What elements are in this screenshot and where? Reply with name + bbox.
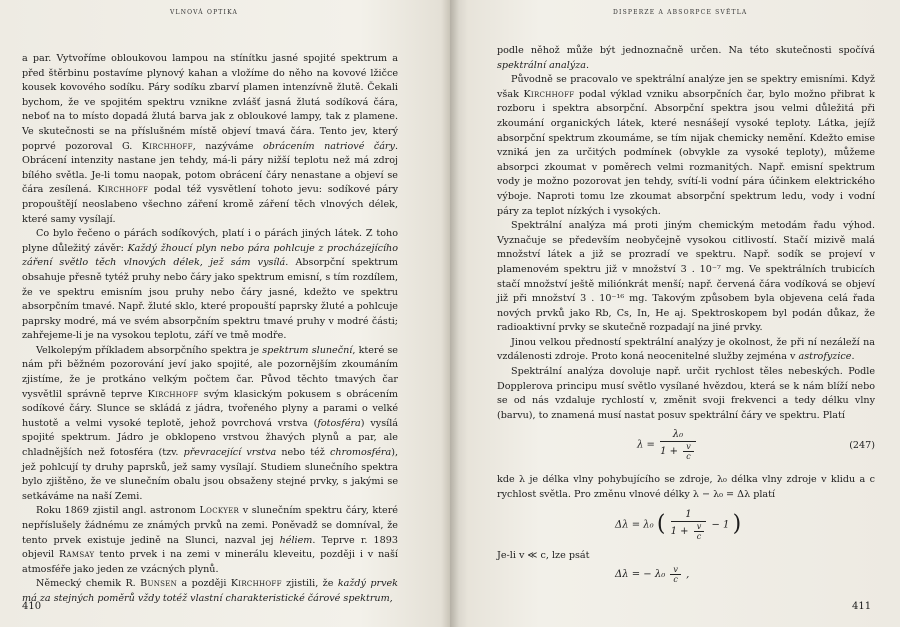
equation-delta: Δλ = λ₀ ( 1 1 + $\frac{v}{c}$ − 1 ) bbox=[615, 508, 742, 541]
running-head-left: VLNOVÁ OPTIKA bbox=[170, 9, 239, 16]
running-head-right: DISPERZE A ABSORPCE SVĚTLA bbox=[613, 9, 748, 16]
paragraph: Je-li v ≪ c, lze psát bbox=[497, 549, 590, 561]
paragraph: Jinou velkou předností spektrální analýzy je okolnost, že při ní nezáleží na vzdálenosti zdroje. Proto koná neocenitelné služby zejména v astrofyzice. bbox=[497, 336, 875, 363]
right-page bbox=[450, 0, 900, 627]
left-text-column bbox=[22, 52, 398, 607]
equation-247 bbox=[497, 425, 875, 469]
equation-approx: Δλ = − λ₀ $\frac{v}{c}$ , bbox=[615, 565, 690, 585]
paragraph: Co bylo řečeno o párách sodíkových, platí i o párách jiných látek. Z toho plyne důležitý závěr: Každý žhoucí plyn nebo pára pohlcuje z procházejícího záření světlo těch vlnových délek, jež sám vysílá. Absorpční spektrum obsahuje přesně tytéž pruhy nebo čáry jako spektrum emisní, s tím rozdílem, že ve spektru emisním jsou pruhy nebo čáry jasné, kdežto ve spektru absorpčním tmavé. Např. žluté sklo, které propouští paprsky žluté a pohlcuje paprsky modré, má ve svém absorpčním spektru tmavé pruhy v modré části; zahřejeme-li je na vysokou teplotu, září ve tmě modře. bbox=[22, 228, 398, 342]
eq-lhs: λ = bbox=[637, 439, 655, 451]
paragraph: Spektrální analýza dovoluje např. určit rychlost těles nebeských. Podle Dopplerova principu musí světlo vysílané hvězdou, která se k nám blíží nebo se od nás vzdaluje rychlostí v, změnit svoji frekvenci a tedy délku vlny (barvu), to znamená musí nastat posuv spektrální čáry ve spektru. Platí bbox=[497, 366, 875, 421]
paragraph: Původně se pracovalo ve spektrální analýze jen se spektry emisními. Když však Kirchhoff podal výklad vzniku absorpčních čar, bylo možno přibrat k rozboru i spektra absorpční. Absorpční spektra jsou velmi důležitá při zkoumání organických látek, které nesnášejí vysoké teploty. Látka, jejíž absorpční spektrum zkoumáme, se tím nijak chemicky nemění. Kdežto emise vzniká jen za určitých podmínek (obvykle za vysoké teploty), můžeme absorpci zkoumat v poměrech velmi rozmanitých. Např. emisní spektrum vody je možno pozorovat jen tehdy, svítí-li vodní pára účinkem elektrického výboje. Naproti tomu lze zkoumat absorpční spektrum ledu, vody i vodní páry za teplot nízkých i vysokých. bbox=[497, 74, 875, 217]
paragraph: a par. Vytvoříme obloukovou lampou na stínítku jasné spojité spektrum a před štěrbinu postavíme plynový kahan a vložíme do něho na kovové lžičce kousek kovového sodíku. Páry sodíku zbarví plamen intenzívně žlutě. Čekali bychom, že ve spojitém spektru vznikne zvlášť jasná žlutá sodíková čára, neboť na to místo dopadá žlutá barva jak z obloukové lampy, tak z plamene. Ve skutečnosti se na příslušném místě objeví tmavá čára. Tento jev, který poprvé pozoroval G. Kirchhoff, nazýváme obrácením natriové čáry. Obrácení intenzity nastane jen tehdy, má-li páry nižší teplotu než má zdroj bílého světla. Je-li tomu naopak, potom obrácení čáry nenastane a objeví se čára zesílená. Kirchhoff podal též vysvětlení tohoto jevu: sodíkové páry propouštějí neoslabeno všechno záření kromě záření těch vlnových délek, které samy vysílají. bbox=[22, 53, 398, 225]
paragraph: Roku 1869 zjistil angl. astronom Lockyer v slunečním spektru čáry, které nepříslušely žádnému ze známých prvků na zemi. Poněvadž se domníval, že tento prvek existuje jedině na Slunci, nazval jej héliem. Teprve r. 1893 objevil Ramsay tento prvek i na zemi v minerálu kleveitu, později i v naší atmosféře jako jeden ze vzácných plynů. bbox=[22, 505, 398, 575]
paragraph: Velkolepým příkladem absorpčního spektra je spektrum sluneční, které se nám při běžném pozorování jeví jako spojité, ale pozornějším zkoumáním zjistíme, že je protkáno velkým počtem čar. Původ těchto tmavých čar vysvětlil správně teprve Kirchhoff svým klasickým pokusem s obrácením sodíkové čáry. Slunce se skládá z jádra, tvořeného plyny a parami o velké hustotě a velmi vysoké teplotě, jehož povrchová vrstva (fotosféra) vysílá spojité spektrum. Jádro je obklopeno vrstvou žhavých plynů a par, ale chladnějších než fotosféra (tzv. převracející vrstva nebo též chromosféra), jež pohlcují ty druhy paprsků, jež samy vysílají. Studiem slunečního spektra bylo zjištěno, že ve slunečním obalu jsou obsaženy stejné prvky, s jakými se setkáváme na naší Zemi. bbox=[22, 344, 398, 502]
paragraph: Německý chemik R. Bunsen a později Kirchhoff zjistili, že každý prvek má za stejných poměrů vždy totéž vlastní charakteristické čárové spektrum, bbox=[22, 578, 398, 604]
page-number-right: 411 bbox=[852, 601, 872, 612]
paragraph: kde λ je délka vlny pohybujícího se zdroje, λ₀ délka vlny zdroje v klidu a c rychlost světla. Pro změnu vlnové délky λ − λ₀ = Δλ platí bbox=[497, 474, 875, 501]
page-number-left: 410 bbox=[22, 601, 42, 612]
paragraph: Spektrální analýza má proti jiným chemickým metodám řadu výhod. Vyznačuje se především neobyčejně vysokou citlivostí. Stačí mizivě malá množství látek a již se prozradí ve spektru. Např. sodík se projeví v plamenovém spektru již v množství 3 . 10⁻⁷ mg. Ve spektrálních trubicích stačí množství ještě miliónkrát menší; např. červená čára vodíková se objeví již při množství 3 . 10⁻¹⁶ mg. Takovým způsobem byla objevena celá řada nových prvků jako Rb, Cs, In, He aj. Spektroskopem byl podán důkaz, že radioaktivní prvky se skutečně rozpadají na jiné prvky. bbox=[497, 220, 875, 334]
eq-fraction: λ₀ 1 + $\frac{v}{c}$ bbox=[660, 429, 696, 461]
right-text-column bbox=[497, 44, 875, 599]
equation-number: (247) bbox=[849, 440, 875, 452]
paragraph: podle něhož může být jednoznačně určen. Na této skutečnosti spočívá spektrální analýza. bbox=[497, 45, 875, 71]
gutter-shadow bbox=[450, 0, 468, 627]
